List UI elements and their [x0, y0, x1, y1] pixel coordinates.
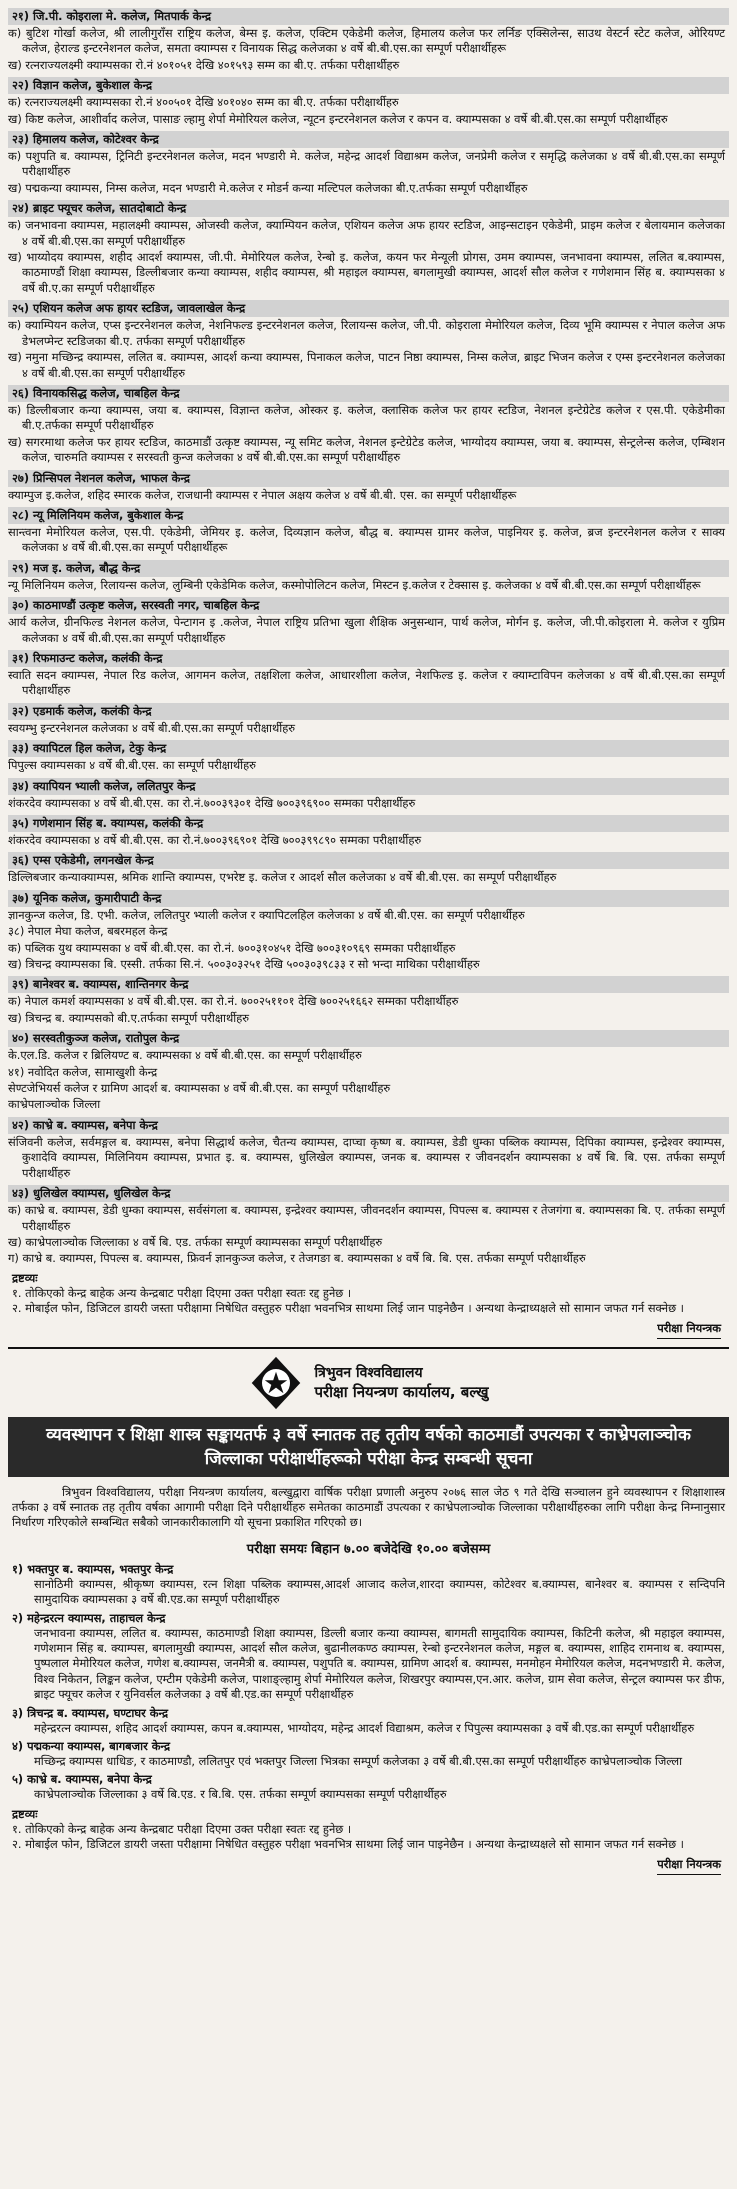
- center-detail: क) पब्लिक युथ क्याम्पसका ४ वर्षे बी.बी.एस. का रो.नं. ७००३१०४५१ देखि ७००३१०९६९ सम्मका परीक्षार्थीहरु: [8, 940, 456, 955]
- exam-time: परीक्षा समयः बिहान ७.०० बजेदेखि १०.०० बजेसम्म: [246, 1541, 491, 1557]
- part2-notes: [8, 1822, 729, 1853]
- center-detail: स्वाति सदन क्याम्पस, नेपाल रिड कलेज, आगमन कलेज, तक्षशिला कलेज, आधारशीला कलेज, नेशफिल्ड इ. कलेज र क्याम्टाविपन कलेजका ४ वर्षे बी.बी.एस.का सम्पूर्ण परीक्षार्थीहरु: [8, 667, 725, 698]
- center-heading: २२) विज्ञान कलेज, बुकेशाल केन्द्र: [8, 77, 729, 94]
- notice-header: [8, 1353, 729, 1417]
- center-detail: काभ्रेपलाञ्चोक जिल्लाका ३ वर्षे बि.एड. र बि.बि. एस. तर्फका सम्पूर्ण क्याम्पसका सम्पूर्ण परीक्षार्थीहरु: [34, 1787, 447, 1802]
- center-detail: क्याम्पुज इ.कलेज, शहिद स्मारक कलेज, राजधानी क्याम्पस र नेपाल अक्षय कलेज ४ वर्षे बी.बी. एस. का सम्पूर्ण परीक्षार्थीहरू: [8, 487, 517, 502]
- tu-emblem-icon: [248, 1355, 304, 1411]
- center-detail: क) बुटिश गोर्खा कलेज, श्री लालीगुराँस राष्ट्रिय कलेज, बेम्स इ. कलेज, एक्टिम एकेडेमी कलेज, हिमालय कलेज फर लर्निङ एक्सिलेन्स, साउथ वेस्टर्न स्टेट कलेज, ओरियण्ट कलेज, हेराल्ड इन्टरनेशनल कलेज, समता क्याम्पस र विनायक सिद्ध कलेजका ४ वर्षे बी.बी.एस.का सम्पूर्ण परीक्षार्थीहरू: [8, 26, 725, 56]
- center-heading: ५) काभ्रे ब. क्याम्पस, बनेपा केन्द्र: [12, 1772, 152, 1787]
- center-detail: क) जनभावना क्याम्पस, महालक्ष्मी क्याम्पस, ओजस्वी कलेज, क्याम्पियन कलेज, एशियन कलेज अफ हायर स्टडिज, आइन्सटाइन एकेडेमी, प्राइम कलेज र बेलायमान कलेजका ४ वर्षे बी.बी.एस.का सम्पूर्ण परीक्षार्थीहरु: [8, 218, 725, 248]
- note-item: १. तोकिएको केन्द्र बाहेक अन्य केन्द्रबाट परीक्षा दिएमा उक्त परीक्षा स्वतः रद्द हुनेछ ।: [12, 1285, 352, 1300]
- center-detail: संजिवनी कलेज, सर्वमङ्गल ब. क्याम्पस, बनेपा सिद्धार्थ कलेज, चैतन्य क्याम्पस, दाप्चा कृष्ण ब. क्याम्पस, डेडी धुम्का पब्लिक क्याम्पस, दिपिका क्याम्पस, इन्द्रेश्वर क्याम्पस, कुशादेवि क्याम्पस, मिलिनियम क्याम्पस, प्रभात इ. ब. क्याम्पस, धुलिखेल क्याम्पस, जनक ब. क्याम्पस र जीवनदर्शन क्याम्पसका ४ वर्षे बि. बि. एस. तर्फका सम्पूर्ण परीक्षार्थीहरु: [8, 1134, 725, 1180]
- part1-signature: परीक्षा नियन्त्रक: [8, 1317, 729, 1345]
- office-name: परीक्षा नियन्त्रण कार्यालय, बल्खु: [314, 1383, 489, 1402]
- center-detail: ख) भाय्योदय क्याम्पस, शहीद आदर्श क्याम्पस, जी.पी. मेमोरियल कलेज, रेन्बो इ. कलेज, कयन फर मेन्यूली प्रोगस, उमम क्याम्पस, जनभावना क्याम्पस, ललित ब.क्याम्पस, काठमाण्डौं शिक्षा क्याम्पस, डिल्लीबजार कन्या क्याम्पस, शहीद क्याम्पस, श्री महाइल क्याम्पस, बगलामुखी क्याम्पस, आदर्श सौल कलेज र गणेशमान सिंह ब. क्याम्पसका ४ वर्षे बी.ए.का सम्पूर्ण परीक्षार्थीहरु: [8, 250, 725, 295]
- center-detail: पिपुल्स क्याम्पसका ४ वर्षे बी.बी.एस. का सम्पूर्ण परीक्षार्थीहरु: [8, 758, 256, 773]
- center-detail: ख) सगरमाथा कलेज फर हायर स्टडिज, काठमाडौं उत्कृष्ट क्याम्पस, न्यू समिट कलेज, नेशनल इन्टेग्रेटेड कलेज, भाग्योदय क्याम्पस, जया ब. क्याम्पस, सेन्ट्रलेन्स कलेज, एम्बिशन कलेज, चारुमति क्याम्पस र सरस्वती कुन्ज कलेजका ४ वर्षे बी.बी.एस.का सम्पूर्ण परीक्षार्थीहरु: [8, 434, 725, 465]
- part1-center-list: [8, 8, 729, 1267]
- center-heading: २९) मज इ. कलेज, बौद्ध केन्द्र: [8, 560, 729, 577]
- center-heading: ४३) धुलिखेल क्याम्पस, धुलिखेल केन्द्र: [8, 1185, 729, 1202]
- center-detail: डिल्लिबजार कन्याक्याम्पस, श्रमिक शान्ति क्याम्पस, एभरेष्ट इ. कलेज र आदर्श सौल कलेजका ४ वर्षे बी.बी.एस. का सम्पूर्ण परीक्षार्थीहरु: [8, 870, 557, 885]
- center-heading: २७) प्रिन्सिपल नेशनल कलेज, भाफल केन्द्र: [8, 470, 729, 487]
- center-detail: ख) त्रिचन्द्र ब. क्याम्पसको बी.ए.तर्फका सम्पूर्ण परीक्षार्थीहरु: [8, 1010, 250, 1025]
- center-heading: ३३) क्यापिटल हिल कलेज, टेकु केन्द्र: [8, 740, 729, 757]
- center-heading: ३६) एम्स एकेडेमी, लगनखेल केन्द्र: [8, 852, 729, 869]
- center-heading: ३१) रिफमाउन्ट कलेज, कलंकी केन्द्र: [8, 650, 729, 667]
- center-heading: २) महेन्द्ररत्न क्याम्पस, ताहाचल केन्द्र: [12, 1610, 166, 1625]
- center-detail: जनभावना क्याम्पस, ललित ब. क्याम्पस, काठमाण्डौ शिक्षा क्याम्पस, डिल्ली बजार कन्या क्याम्पस, बागमती सामुदायिक क्याम्पस, किटिनी कलेज, श्री महाइल क्याम्पस, गणेशमान सिंह ब. क्याम्पस, बगलामुखी क्याम्पस, आदर्श सौल कलेज, बुढानीलकण्ठ क्याम्पस, रेन्बो इन्टरनेशनल कलेज, मङ्गल ब. क्याम्पस, शाहिद रामनाथ ब. क्याम्पस, पुष्पलाल मेमोरियल कलेज, गणेश ब.क्याम्पस, जनमैत्री ब. क्याम्पस, पशुपति ब. क्याम्पस, ग्रामिण आदर्श ब. क्याम्पस, मनमोहन मेमोरियल कलेज, मदनभण्डारी मे. कलेज, विश्व निकेतन, लिङ्कन कलेज, एम्टीम एकेडेमी कलेज, पाशाङ्ल्हामु शेर्पा मेमोरियल कलेज, शिखरपुर क्याम्पस,एन.आर. कलेज, ग्राम सेवा कलेज, सेन्ट्रल क्याम्पस फर डीफ, ब्राइट फ्यूचर कलेज र युनिवर्सल कलेजका ३ वर्षे बी.एड.का सम्पूर्ण परीक्षार्थीहरु: [34, 1625, 725, 1702]
- center-detail: ख) किष्ट कलेज, आशीर्वाद कलेज, पासाङ ल्हामु शेर्पा मेमोरियल कलेज, न्यूटन इन्टरनेशनल कलेज र कपन व. क्याम्पसका ४ वर्षे बी.बी.एस.का सम्पूर्ण परीक्षार्थीहरु: [8, 111, 668, 126]
- center-detail: ख) त्रिचन्द्र क्याम्पसका बि. एस्सी. तर्फका सि.नं. ५००३०३२५१ देखि ५००३०३९८३३ र सो भन्दा माथिका परीक्षार्थीहरु: [8, 957, 480, 972]
- center-detail: क) पशुपति ब. क्याम्पस, ट्रिनिटी इन्टरनेशनल कलेज, मदन भण्डारी मे. कलेज, महेन्द्र आदर्श विद्याश्रम कलेज, जनप्रेमी कलेज र समृद्धि कलेजका ४ वर्षे बी.बी.एस.का सम्पूर्ण परीक्षार्थीहरु: [8, 149, 725, 179]
- center-detail: न्यू मिलिनियम कलेज, रिलायन्स कलेज, लुम्बिनी एकेडेमिक कलेज, कस्मोपोलिटन कलेज, मिस्टन इ.कलेज र टेक्सास इ. कलेजका ४ वर्षे बी.बी.एस.का सम्पूर्ण परीक्षार्थीहरू: [8, 577, 701, 592]
- part2-notes-title: द्रष्टव्यः: [12, 1806, 38, 1821]
- center-heading: २६) विनायकसिद्ध कलेज, चाबहिल केन्द्र: [8, 385, 729, 402]
- center-detail: स्वयम्भु इन्टरनेशनल कलेजका ४ वर्षे बी.बी.एस.का सम्पूर्ण परीक्षार्थीहरु: [8, 720, 296, 735]
- center-heading: २४) ब्राइट फ्यूचर कलेज, सातदोबाटो केन्द्र: [8, 200, 729, 217]
- center-detail: क) नेपाल कमर्श क्याम्पसका ४ वर्षे बी.बी.एस. का रो.नं. ७००२५११०१ देखि ७००२५१६६२ सम्मका परीक्षार्थीहरु: [8, 994, 459, 1009]
- center-detail: ख) रत्नराज्यलक्ष्मी क्याम्पसका रो.नं ४०१०५१ देखि ४०१५९३ सम्म का बी.ए. तर्फका परीक्षार्थीहरु: [8, 57, 400, 72]
- part1-notes: [8, 1286, 729, 1317]
- center-detail: सान्त्वना मेमोरियल कलेज, एस.पी. एकेडेमी, जेमियर इ. कलेज, दिव्यज्ञान कलेज, बौद्ध ब. क्याम्पस ग्रामर कलेज, पाइनियर इ. कलेज, ब्रज इन्टरनेशनल कलेज र साक्य कलेजका ४ वर्षे बी.बी.एस.का सम्पूर्ण परीक्षार्थीहरू: [8, 524, 725, 555]
- center-detail: ग) काभ्रे ब. क्याम्पस, पिपल्स ब. क्याम्पस, फ्रिवर्न ज्ञानकुञ्ज कलेज, र तेजगङा ब. क्याम्पसका ४ वर्षे बि. बि. एस. तर्फका सम्पूर्ण परीक्षार्थीहरु: [8, 1251, 586, 1266]
- center-detail: शंकरदेव क्याम्पसका ४ वर्षे बी.बी.एस. का रो.नं.७००३९६९०१ देखि ७००३९९८९० सम्मका परीक्षार्थीहरु: [8, 833, 422, 847]
- section-divider: [8, 1347, 729, 1349]
- part2-signature: परीक्षा नियन्त्रक: [8, 1853, 729, 1881]
- center-heading: ४०) सरस्वतीकुञ्ज कलेज, रातोपुल केन्द्र: [8, 1030, 729, 1047]
- center-detail: महेन्द्ररत्न क्याम्पस, शहिद आदर्श क्याम्पस, कपन ब.क्याम्पस, भाग्योदय, महेन्द्र आदर्श विद्याश्रम, कलेज र पिपुल्स क्याम्पसका ३ वर्षे बी.एड.का सम्पूर्ण परीक्षार्थीहरु: [34, 1720, 695, 1735]
- note-item: २. मोबाईल फोन, डिजिटल डायरी जस्ता परीक्षामा निषेधित वस्तुहरु परीक्षा भवनभित्र साथमा लिई जान पाइनेछैन । अन्यथा केन्द्राध्यक्षले सो सामान जफत गर्न सक्नेछ ।: [12, 1301, 685, 1316]
- note-item: १. तोकिएको केन्द्र बाहेक अन्य केन्द्रबाट परीक्षा दिएमा उक्त परीक्षा स्वतः रद्द हुनेछ ।: [12, 1821, 352, 1836]
- center-detail: ख) काभ्रेपलाञ्चोक जिल्लाका ४ वर्षे बि. एड. तर्फका सम्पूर्ण क्याम्पसका सम्पूर्ण परीक्षार्थीहरु: [8, 1234, 383, 1249]
- center-detail: सानोठिमी क्याम्पस, श्रीकृष्ण क्याम्पस, रत्न शिक्षा पब्लिक क्याम्पस,आदर्श आजाद कलेज,शारदा क्याम्पस, कोटेश्वर ब.क्याम्पस, बानेश्वर ब. क्याम्पस र सन्दिपनि सामुदायिक क्याम्पसका ३ वर्षे बी.एड.का सम्पूर्ण परीक्षार्थीहरु: [34, 1576, 725, 1607]
- center-detail: क) काभ्रे ब. क्याम्पस, डेडी धुम्का क्याम्पस, सर्वसंगला ब. क्याम्पस, इन्द्रेश्वर क्याम्पस, जीवनदर्शन क्याम्पस, पिपल्स ब. क्याम्पस र तेजगंगा ब. क्याम्पसका बि. ए. तर्फका सम्पूर्ण परीक्षार्थीहरु: [8, 1203, 725, 1233]
- center-detail: आर्य कलेज, ग्रीनफिल्ड नेशनल कलेज, पेन्टागन इ .कलेज, नेपाल राष्ट्रिय प्रतिभा खुला शैक्षिक अनुसन्धान, पार्थ कलेज, मोर्गन इ. कलेज, जी.पी.कोइराला मे. कलेज र युप्रिम कलेजका ४ वर्षे बी.बी.एस.का सम्पूर्ण परीक्षार्थीहरु: [8, 615, 725, 645]
- center-detail: के.एल.डि. कलेज र ब्रिलियण्ट ब. क्याम्पसका ४ वर्षे बी.बी.एस. का सम्पूर्ण परीक्षार्थीहरु: [8, 1048, 362, 1063]
- center-detail: ४१) नवोदित कलेज, सामाखुशी केन्द्र: [8, 1064, 158, 1079]
- center-detail: क) रत्नराज्यलक्ष्मी क्याम्पसका रो.नं ४००५०१ देखि ४०१०४० सम्म का बी.ए. तर्फका परीक्षार्थीहरु: [8, 95, 399, 110]
- center-heading: ३९) बानेश्वर ब. क्याम्पस, शान्तिनगर केन्द्र: [8, 976, 729, 993]
- center-detail: क) क्याम्पियन कलेज, एप्स इन्टरनेशनल कलेज, नेशनिफल्ड इन्टरनेशनल कलेज, रिलायन्स कलेज, जी.पी. कोइराला मेमोरियल कलेज, दिव्य भूमि क्याम्पस र नेपाल कलेज अफ डेभलप्मेन्ट स्टडिजका बी.ए. तर्फका सम्पूर्ण परीक्षार्थीहरु: [8, 318, 725, 348]
- center-detail: ख) पद्मकन्या क्याम्पस, निम्स कलेज, मदन भण्डारी मे.कलेज र मोडर्न कन्या मल्टिपल कलेजका बी.ए.तर्फका सम्पूर्ण परीक्षार्थीहरु: [8, 180, 528, 195]
- center-detail: ३८) नेपाल मेघा कलेज, बबरमहल केन्द्र: [8, 924, 168, 939]
- center-heading: ३५) गणेशमान सिंह ब. क्याम्पस, कलंकी केन्द्र: [8, 815, 729, 832]
- center-heading: ३) त्रिचन्द्र ब. क्याम्पस, घण्टाघर केन्द्र: [12, 1705, 169, 1720]
- center-detail: मच्छिन्द्र क्याम्पस धाधिङ, र काठमाण्डौ, ललितपुर एवं भक्तपुर जिल्ला भित्रका सम्पूर्ण कलेजका ३ वर्षे बी.बी.एस.का सम्पूर्ण परीक्षार्थीहरु काभ्रेपलाञ्चोक जिल्ला: [34, 1754, 683, 1768]
- center-detail: सेण्टजेभियर्स कलेज र ग्रामिण आदर्श ब. क्याम्पसका ४ वर्षे बी.बी.एस. का सम्पूर्ण परीक्षार्थीहरु: [8, 1081, 391, 1096]
- notice-intro: त्रिभुवन विश्वविद्यालय, परीक्षा नियन्त्रण कार्यालय, बल्खुद्वारा वार्षिक परीक्षा प्रणाली अनुरुप २०७६ साल जेठ ९ गते देखि सञ्चालन हुने व्यवस्थापन र शिक्षाशास्त्र तर्फका ३ वर्षे स्नातक तह तृतीय वर्षका आगामी परीक्षा दिने परीक्षार्थीहरु समेतका काठमाडौं उपत्यका र काभ्रेपलाञ्चोक जिल्लाका परीक्षार्थीहरुका लागि परीक्षा केन्द्र निम्नानुसार निर्धारण गरिएकोले सम्बन्धित सबैको जानकारीकालागि यो सूचना प्रकाशित गरिएको छ।: [12, 1484, 725, 1530]
- center-heading: ३४) क्यापियन भ्याली कलेज, ललितपुर केन्द्र: [8, 778, 729, 795]
- center-heading: २१) जि.पी. कोइराला मे. कलेज, मितपार्क केन्द्र: [8, 8, 729, 25]
- part1-notes-title: द्रष्टव्यः: [12, 1270, 38, 1285]
- center-heading: ४) पद्मकन्या क्याम्पस, बागबजार केन्द्र: [12, 1739, 171, 1753]
- center-heading: ३७) यूनिक कलेज, कुमारीपाटी केन्द्र: [8, 890, 729, 907]
- note-item: २. मोबाईल फोन, डिजिटल डायरी जस्ता परीक्षामा निषेधित वस्तुहरु परीक्षा भवनभित्र साथमा लिई जान पाइनेछैन । अन्यथा केन्द्राध्यक्षले सो सामान जफत गर्न सक्नेछ ।: [12, 1837, 685, 1852]
- center-heading: २३) हिमालय कलेज, कोटेश्वर केन्द्र: [8, 131, 729, 148]
- part2-center-list: [8, 1559, 729, 1803]
- center-detail: ज्ञानकुन्ज कलेज, डि. एभी. कलेज, ललितपुर भ्याली कलेज र क्यापिटलहिल कलेजका ४ वर्षे बी.बी.एस. का सम्पूर्ण परीक्षार्थीहरु: [8, 907, 525, 922]
- center-heading: २५) एशियन कलेज अफ हायर स्टडिज, जावलाखेल केन्द्र: [8, 300, 729, 317]
- center-heading: १) भक्तपुर ब. क्याम्पस, भक्तपुर केन्द्र: [12, 1561, 174, 1576]
- center-detail: शंकरदेव क्याम्पसका ४ वर्षे बी.बी.एस. का रो.नं.७००३९३०१ देखि ७००३९६९०० सम्मका परीक्षार्थीहरु: [8, 795, 416, 810]
- center-detail: ख) नमुना मच्छिन्द्र क्याम्पस, ललित ब. क्याम्पस, आदर्श कन्या क्याम्पस, पिनाकल कलेज, पाटन निष्ठा क्याम्पस, निम्स कलेज, ब्राइट भिजन कलेज र एम्स इन्टरनेशनल कलेजका ४ वर्षे बी.बी.एस.का सम्पूर्ण परीक्षार्थीहरु: [8, 350, 725, 380]
- center-heading: ४२) काभ्रे ब. क्याम्पस, बनेपा केन्द्र: [8, 1117, 729, 1134]
- center-detail: काभ्रेपलाञ्चोक जिल्ला: [8, 1097, 101, 1112]
- center-detail: क) डिल्लीबजार कन्या क्याम्पस, जया ब. क्याम्पस, विज्ञान्त कलेज, ओस्कर इ. कलेज, क्लासिक कलेज फर हायर स्टडिज, नेशनल इन्टेग्रेटेड कलेज र एस.पी. एकेडेमीका बी.ए.तर्फका सम्पूर्ण परीक्षार्थीहरु: [8, 402, 725, 433]
- notice-banner: व्यवस्थापन र शिक्षा शास्त्र सङ्कायतर्फ ३ वर्षे स्नातक तह तृतीय वर्षको काठमाडौं उपत्यका र काभ्रेपलाञ्चोक जिल्लाका परीक्षार्थीहरूको परीक्षा केन्द्र सम्बन्धी सूचना: [8, 1417, 729, 1477]
- header-text: [314, 1363, 488, 1402]
- center-heading: ३०) काठमाण्डौं उत्कृष्ट कलेज, सरस्वती नगर, चाबहिल केन्द्र: [8, 597, 729, 614]
- center-heading: ३२) एडमार्क कलेज, कलंकी केन्द्र: [8, 703, 729, 720]
- center-heading: २८) न्यू मिलिनियम कलेज, बुकेशाल केन्द्र: [8, 507, 729, 524]
- university-name: त्रिभुवन विश्वविद्यालय: [314, 1365, 423, 1382]
